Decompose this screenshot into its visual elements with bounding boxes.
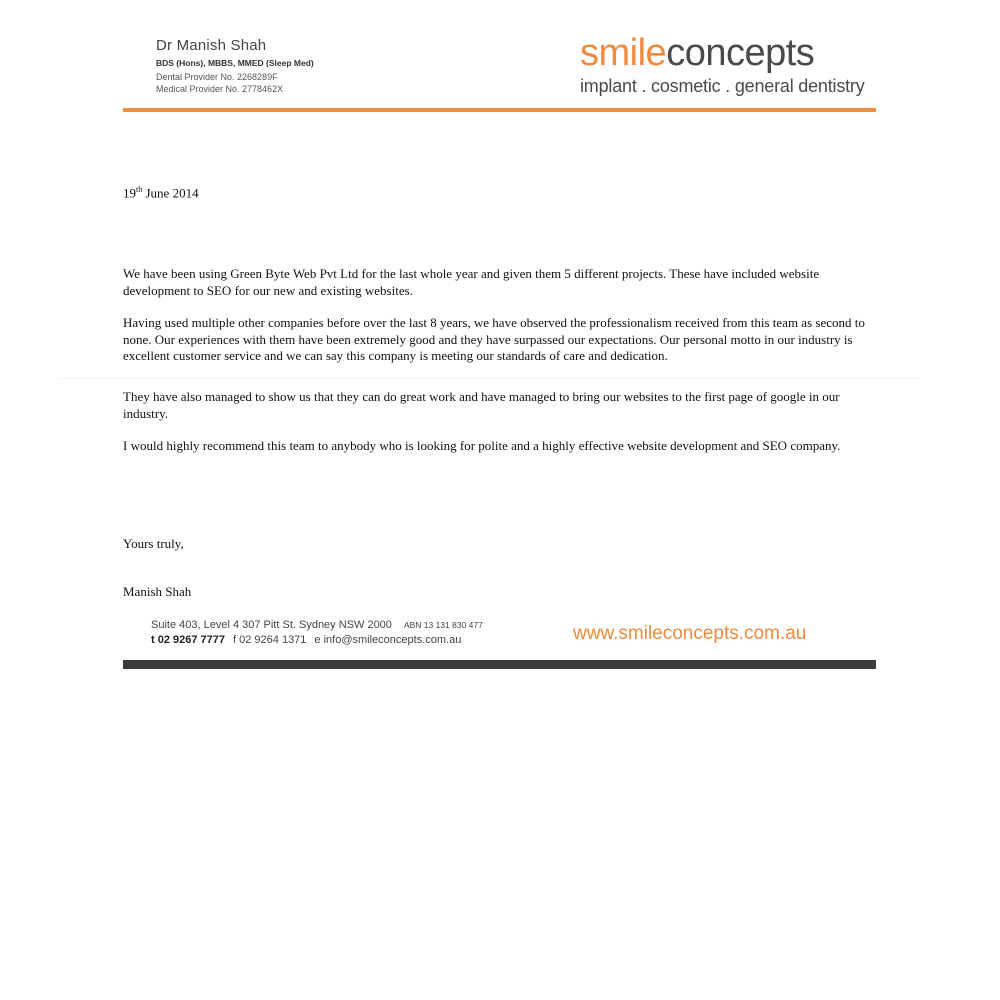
paragraph-2: Having used multiple other companies before over the last 8 years, we have observed the professionalism received from this team as second to none. Our experiences with them have been extremely good and they have surpassed our expectations. Our personal motto in our industry is excellent customer service and we can say this company is meeting our standards of care and dedication.	[123, 315, 865, 363]
abn-number: ABN 13 131 830 477	[403, 620, 483, 630]
scan-artifact-line	[60, 378, 920, 379]
logo-part-smile: smile	[580, 32, 667, 74]
date-day: 19	[123, 185, 136, 201]
footer-address	[151, 619, 483, 631]
footer-contact	[151, 634, 461, 646]
doctor-qualifications: BDS (Hons), MBBS, MMED (Sleep Med)	[156, 58, 314, 68]
logo-tagline: implant . cosmetic . general dentistry	[580, 76, 865, 96]
letter-date	[123, 185, 199, 201]
dental-provider-number: Dental Provider No. 2268289F	[156, 72, 278, 82]
paragraph-3: They have also managed to show us that they can do great work and have managed to bring our websites to the first page of google in our industry.	[123, 389, 840, 421]
header-divider	[123, 108, 876, 112]
date-month-year: June 2014	[142, 185, 199, 201]
closing-salutation: Yours truly,	[123, 536, 184, 551]
paragraph-4: I would highly recommend this team to anybody who is looking for polite and a highly effective website development and SEO company.	[123, 438, 841, 453]
footer-bar	[123, 660, 876, 669]
phone-number: t 02 9267 7777	[151, 634, 226, 646]
signature-name: Manish Shah	[123, 584, 192, 599]
doctor-name: Dr Manish Shah	[156, 37, 267, 54]
website-url: www.smileconcepts.com.au	[573, 623, 807, 644]
email-address: e info@smileconcepts.com.au	[314, 634, 462, 646]
medical-provider-number: Medical Provider No. 2778462X	[156, 84, 284, 94]
paragraph-1: We have been using Green Byte Web Pvt Ltd for the last whole year and given them 5 different projects. These have included website development to SEO for our new and existing websites.	[123, 266, 820, 298]
logo-part-concepts: concepts	[666, 32, 815, 74]
fax-number: f 02 9264 1371	[233, 634, 307, 646]
date-suffix: th	[136, 185, 143, 194]
address-text: Suite 403, Level 4 307 Pitt St. Sydney NSW 2000	[151, 619, 392, 631]
smileconcepts-logo	[580, 33, 814, 73]
